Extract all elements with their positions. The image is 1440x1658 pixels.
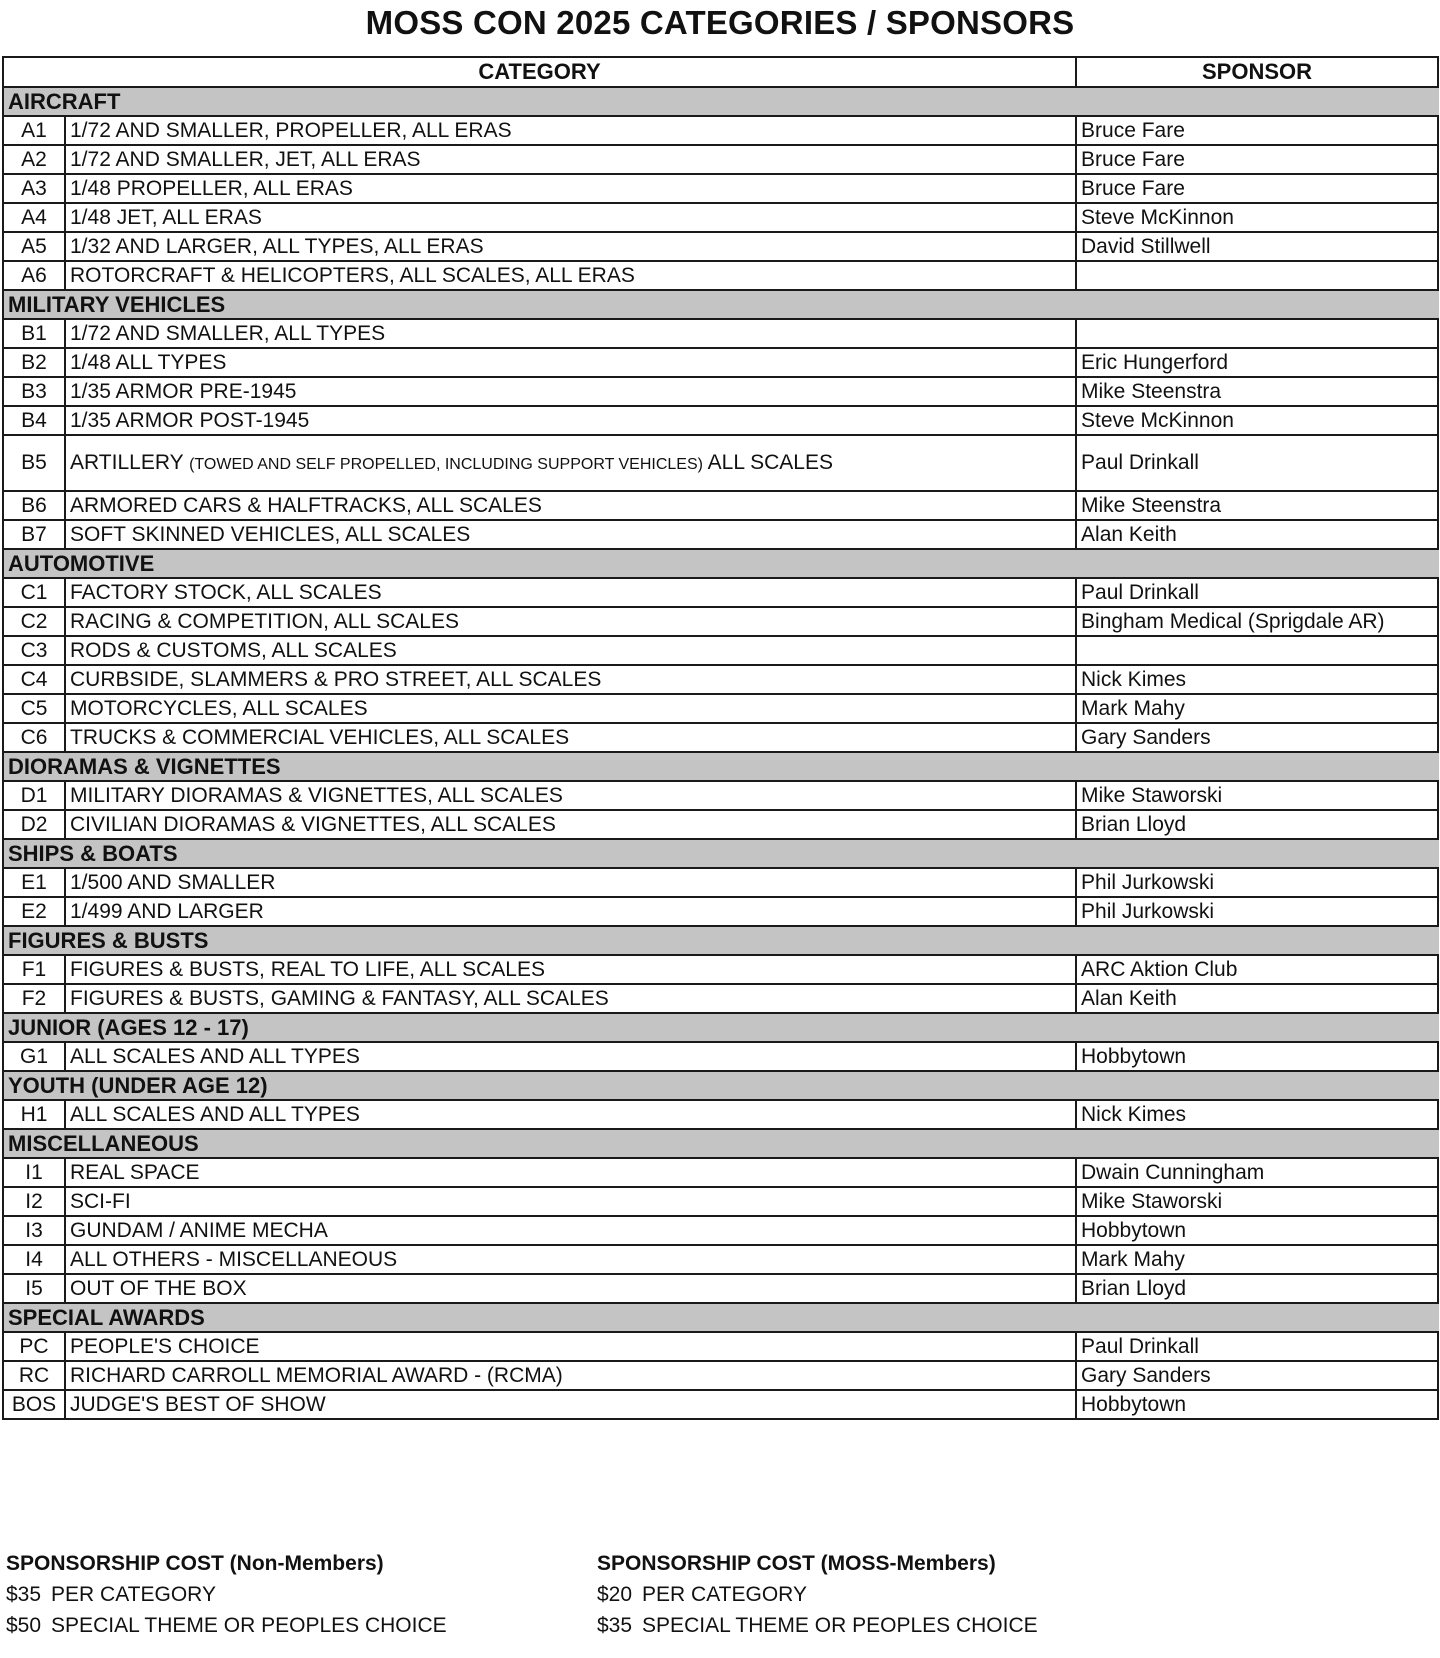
- description-tail: ALL SCALES: [707, 451, 833, 474]
- section-title: FIGURES & BUSTS: [3, 926, 1438, 955]
- cost-price: $50: [6, 1614, 42, 1637]
- table-row: [3, 435, 1438, 491]
- category-description: 1/48 JET, ALL ERAS: [65, 203, 1076, 232]
- category-column-header: CATEGORY: [3, 57, 1076, 87]
- table-row: [3, 377, 1438, 406]
- category-code: E2: [3, 897, 65, 926]
- sponsorship-costs: [0, 1548, 1440, 1658]
- category-description: CURBSIDE, SLAMMERS & PRO STREET, ALL SCALES: [65, 665, 1076, 694]
- category-code: A3: [3, 174, 65, 203]
- category-code: A6: [3, 261, 65, 290]
- section-row: [3, 290, 1438, 319]
- section-row: [3, 1129, 1438, 1158]
- table-row: [3, 1361, 1438, 1390]
- sponsor-name: [1076, 261, 1438, 290]
- cost-non-members-heading: SPONSORSHIP COST (Non-Members): [6, 1552, 384, 1575]
- category-code: B6: [3, 491, 65, 520]
- category-description: TRUCKS & COMMERCIAL VEHICLES, ALL SCALES: [65, 723, 1076, 752]
- cost-price: $20: [597, 1583, 633, 1606]
- category-code: B2: [3, 348, 65, 377]
- sponsor-name: ARC Aktion Club: [1076, 955, 1438, 984]
- sponsor-name: [1076, 319, 1438, 348]
- table-row: [3, 1245, 1438, 1274]
- cost-non-members: [6, 1548, 447, 1641]
- categories-table: [2, 56, 1439, 1420]
- sponsor-name: Gary Sanders: [1076, 723, 1438, 752]
- category-description: ALL OTHERS - MISCELLANEOUS: [65, 1245, 1076, 1274]
- table-row: [3, 694, 1438, 723]
- sponsor-name: [1076, 636, 1438, 665]
- table-row: [3, 868, 1438, 897]
- sponsor-name: Mike Steenstra: [1076, 377, 1438, 406]
- category-code: C1: [3, 578, 65, 607]
- section-row: [3, 1303, 1438, 1332]
- sponsor-name: Eric Hungerford: [1076, 348, 1438, 377]
- category-description: 1/499 AND LARGER: [65, 897, 1076, 926]
- category-code: I2: [3, 1187, 65, 1216]
- sponsor-name: Hobbytown: [1076, 1390, 1438, 1419]
- cost-label: SPECIAL THEME OR PEOPLES CHOICE: [642, 1614, 1038, 1637]
- sponsor-name: Bruce Fare: [1076, 116, 1438, 145]
- section-row: [3, 87, 1438, 116]
- category-description: 1/72 AND SMALLER, PROPELLER, ALL ERAS: [65, 116, 1076, 145]
- cost-members: [597, 1548, 1038, 1641]
- sponsor-name: Brian Lloyd: [1076, 1274, 1438, 1303]
- category-description: FIGURES & BUSTS, GAMING & FANTASY, ALL SCALES: [65, 984, 1076, 1013]
- table-row: [3, 984, 1438, 1013]
- category-code: B5: [3, 435, 65, 491]
- sponsor-name: Hobbytown: [1076, 1042, 1438, 1071]
- table-row: [3, 781, 1438, 810]
- category-description: 1/48 ALL TYPES: [65, 348, 1076, 377]
- table-row: [3, 1332, 1438, 1361]
- sponsor-name: Dwain Cunningham: [1076, 1158, 1438, 1187]
- category-description: MILITARY DIORAMAS & VIGNETTES, ALL SCALES: [65, 781, 1076, 810]
- table-row: [3, 578, 1438, 607]
- category-description: OUT OF THE BOX: [65, 1274, 1076, 1303]
- sponsor-name: Bruce Fare: [1076, 145, 1438, 174]
- section-row: [3, 549, 1438, 578]
- table-row: [3, 203, 1438, 232]
- table-row: [3, 232, 1438, 261]
- table-row: [3, 1187, 1438, 1216]
- category-description: SCI-FI: [65, 1187, 1076, 1216]
- category-description: RACING & COMPETITION, ALL SCALES: [65, 607, 1076, 636]
- table-row: [3, 897, 1438, 926]
- category-code: H1: [3, 1100, 65, 1129]
- table-row: [3, 1390, 1438, 1419]
- sponsor-name: Brian Lloyd: [1076, 810, 1438, 839]
- category-description: REAL SPACE: [65, 1158, 1076, 1187]
- table-row: [3, 406, 1438, 435]
- category-code: BOS: [3, 1390, 65, 1419]
- table-row: [3, 116, 1438, 145]
- category-description: 1/48 PROPELLER, ALL ERAS: [65, 174, 1076, 203]
- section-row: [3, 926, 1438, 955]
- category-description: ARMORED CARS & HALFTRACKS, ALL SCALES: [65, 491, 1076, 520]
- category-description: RICHARD CARROLL MEMORIAL AWARD - (RCMA): [65, 1361, 1076, 1390]
- section-row: [3, 752, 1438, 781]
- sponsor-name: Nick Kimes: [1076, 665, 1438, 694]
- category-description: RODS & CUSTOMS, ALL SCALES: [65, 636, 1076, 665]
- table-header-row: [3, 57, 1438, 87]
- sponsor-name: Phil Jurkowski: [1076, 897, 1438, 926]
- page-title: MOSS CON 2025 CATEGORIES / SPONSORS: [365, 4, 1075, 41]
- category-code: B4: [3, 406, 65, 435]
- table-row: [3, 636, 1438, 665]
- sponsor-name: Bingham Medical (Sprigdale AR): [1076, 607, 1438, 636]
- category-code: C5: [3, 694, 65, 723]
- section-row: [3, 1013, 1438, 1042]
- cost-label: PER CATEGORY: [51, 1583, 216, 1606]
- category-code: C4: [3, 665, 65, 694]
- sponsor-name: Mark Mahy: [1076, 694, 1438, 723]
- section-title: YOUTH (UNDER AGE 12): [3, 1071, 1438, 1100]
- section-title: SPECIAL AWARDS: [3, 1303, 1438, 1332]
- table-row: [3, 955, 1438, 984]
- section-row: [3, 839, 1438, 868]
- table-row: [3, 174, 1438, 203]
- sponsor-name: Alan Keith: [1076, 520, 1438, 549]
- table-row: [3, 723, 1438, 752]
- table-body: [3, 87, 1438, 1419]
- sponsor-name: David Stillwell: [1076, 232, 1438, 261]
- sponsor-name: Paul Drinkall: [1076, 1332, 1438, 1361]
- category-description: FIGURES & BUSTS, REAL TO LIFE, ALL SCALES: [65, 955, 1076, 984]
- category-code: B3: [3, 377, 65, 406]
- category-description: 1/72 AND SMALLER, ALL TYPES: [65, 319, 1076, 348]
- category-description: ALL SCALES AND ALL TYPES: [65, 1042, 1076, 1071]
- category-code: C3: [3, 636, 65, 665]
- category-description: FACTORY STOCK, ALL SCALES: [65, 578, 1076, 607]
- category-description: 1/500 AND SMALLER: [65, 868, 1076, 897]
- sponsor-name: Mark Mahy: [1076, 1245, 1438, 1274]
- category-description: 1/72 AND SMALLER, JET, ALL ERAS: [65, 145, 1076, 174]
- category-description: [65, 435, 1076, 491]
- category-description: 1/35 ARMOR PRE-1945: [65, 377, 1076, 406]
- table-row: [3, 1100, 1438, 1129]
- category-code: A4: [3, 203, 65, 232]
- category-code: PC: [3, 1332, 65, 1361]
- table-row: [3, 520, 1438, 549]
- table-row: [3, 348, 1438, 377]
- category-code: RC: [3, 1361, 65, 1390]
- category-description: GUNDAM / ANIME MECHA: [65, 1216, 1076, 1245]
- cost-label: SPECIAL THEME OR PEOPLES CHOICE: [51, 1614, 447, 1637]
- sponsor-name: Steve McKinnon: [1076, 406, 1438, 435]
- table-row: [3, 607, 1438, 636]
- sponsor-name: Paul Drinkall: [1076, 578, 1438, 607]
- sponsor-name: Steve McKinnon: [1076, 203, 1438, 232]
- category-description: 1/32 AND LARGER, ALL TYPES, ALL ERAS: [65, 232, 1076, 261]
- cost-members-heading: SPONSORSHIP COST (MOSS-Members): [597, 1552, 996, 1575]
- sponsor-name: Gary Sanders: [1076, 1361, 1438, 1390]
- category-description: ALL SCALES AND ALL TYPES: [65, 1100, 1076, 1129]
- table-row: [3, 1274, 1438, 1303]
- sponsor-name: Paul Drinkall: [1076, 435, 1438, 491]
- sponsor-name: Phil Jurkowski: [1076, 868, 1438, 897]
- section-title: SHIPS & BOATS: [3, 839, 1438, 868]
- table-row: [3, 261, 1438, 290]
- category-code: F2: [3, 984, 65, 1013]
- table-row: [3, 1042, 1438, 1071]
- cost-price: $35: [6, 1583, 42, 1606]
- category-code: I4: [3, 1245, 65, 1274]
- category-code: I5: [3, 1274, 65, 1303]
- cost-line: [597, 1579, 1038, 1610]
- cost-price: $35: [597, 1614, 633, 1637]
- category-description: CIVILIAN DIORAMAS & VIGNETTES, ALL SCALES: [65, 810, 1076, 839]
- category-code: B1: [3, 319, 65, 348]
- category-description: SOFT SKINNED VEHICLES, ALL SCALES: [65, 520, 1076, 549]
- section-title: AIRCRAFT: [3, 87, 1438, 116]
- category-description: ROTORCRAFT & HELICOPTERS, ALL SCALES, ALL ERAS: [65, 261, 1076, 290]
- table-row: [3, 491, 1438, 520]
- category-description: JUDGE'S BEST OF SHOW: [65, 1390, 1076, 1419]
- table-row: [3, 1216, 1438, 1245]
- category-description: PEOPLE'S CHOICE: [65, 1332, 1076, 1361]
- category-code: G1: [3, 1042, 65, 1071]
- sponsor-name: Alan Keith: [1076, 984, 1438, 1013]
- table-row: [3, 319, 1438, 348]
- section-title: AUTOMOTIVE: [3, 549, 1438, 578]
- sponsor-name: Mike Staworski: [1076, 1187, 1438, 1216]
- category-code: E1: [3, 868, 65, 897]
- section-title: JUNIOR (AGES 12 - 17): [3, 1013, 1438, 1042]
- category-description: MOTORCYCLES, ALL SCALES: [65, 694, 1076, 723]
- category-code: D2: [3, 810, 65, 839]
- cost-line: [6, 1610, 447, 1641]
- category-code: F1: [3, 955, 65, 984]
- table-row: [3, 810, 1438, 839]
- category-code: B7: [3, 520, 65, 549]
- cost-line: [597, 1610, 1038, 1641]
- category-code: A1: [3, 116, 65, 145]
- description-note: (TOWED AND SELF PROPELLED, INCLUDING SUPPORT VEHICLES): [189, 456, 703, 473]
- sponsor-name: Bruce Fare: [1076, 174, 1438, 203]
- sponsor-column-header: SPONSOR: [1076, 57, 1438, 87]
- category-description: 1/35 ARMOR POST-1945: [65, 406, 1076, 435]
- section-title: MISCELLANEOUS: [3, 1129, 1438, 1158]
- category-code: A2: [3, 145, 65, 174]
- sponsor-name: Mike Staworski: [1076, 781, 1438, 810]
- table-row: [3, 145, 1438, 174]
- category-code: I3: [3, 1216, 65, 1245]
- cost-line: [6, 1579, 447, 1610]
- category-code: D1: [3, 781, 65, 810]
- section-row: [3, 1071, 1438, 1100]
- table-row: [3, 665, 1438, 694]
- section-title: DIORAMAS & VIGNETTES: [3, 752, 1438, 781]
- category-code: A5: [3, 232, 65, 261]
- category-code: C2: [3, 607, 65, 636]
- sponsor-name: Mike Steenstra: [1076, 491, 1438, 520]
- description-main: ARTILLERY: [70, 451, 184, 474]
- cost-label: PER CATEGORY: [642, 1583, 807, 1606]
- sponsor-name: Nick Kimes: [1076, 1100, 1438, 1129]
- category-code: C6: [3, 723, 65, 752]
- sponsor-name: Hobbytown: [1076, 1216, 1438, 1245]
- table-row: [3, 1158, 1438, 1187]
- category-code: I1: [3, 1158, 65, 1187]
- section-title: MILITARY VEHICLES: [3, 290, 1438, 319]
